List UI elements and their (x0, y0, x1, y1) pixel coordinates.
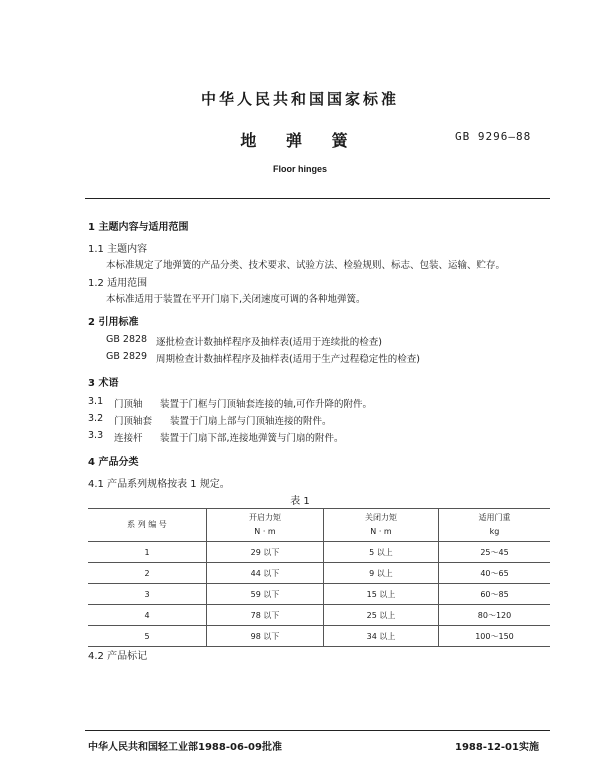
effective-date: 1988-12-01实施 (455, 742, 539, 753)
cell-door-weight: 40～65 (439, 563, 551, 584)
footer-rule (85, 730, 550, 731)
section-1-2-body: 本标准适用于装置在平开门扇下,关闭速度可调的各种地弹簧。 (106, 294, 366, 305)
cell-opening-torque: 44 以下 (207, 563, 324, 584)
table-header-row (88, 509, 550, 542)
table-caption: 表 1 (290, 496, 310, 507)
cell-opening-torque: 98 以下 (207, 626, 324, 647)
term-definition: 装置于门扇上部与门顶轴连接的附件。 (170, 416, 332, 427)
term-name: 连接杆 (114, 433, 143, 444)
header-closing-torque-unit: N · m (370, 527, 392, 536)
cell-series-id: 5 (88, 626, 207, 647)
cell-door-weight: 25～45 (439, 542, 551, 563)
section-1-title: 1 主题内容与适用范围 (88, 222, 189, 233)
reference-code: GB 2828 (106, 334, 148, 345)
section-1-2-title: 1.2 适用范围 (88, 278, 148, 289)
spec-table (88, 508, 550, 647)
term-number: 3.3 (88, 430, 104, 441)
header-opening-torque-unit: N · m (254, 527, 276, 536)
approval-statement: 中华人民共和国轻工业部1988-06-09批准 (88, 742, 282, 753)
cell-opening-torque: 59 以下 (207, 584, 324, 605)
cell-series-id: 3 (88, 584, 207, 605)
term-name: 门顶轴 (114, 399, 143, 410)
cell-door-weight: 80～120 (439, 605, 551, 626)
reference-text: 周期检查计数抽样程序及抽样表(适用于生产过程稳定性的检查) (156, 354, 420, 365)
cell-closing-torque: 15 以上 (324, 584, 439, 605)
standard-code: GB 9296—88 (455, 130, 532, 143)
section-1-1-title: 1.1 主题内容 (88, 244, 148, 255)
reference-code: GB 2829 (106, 351, 148, 362)
header-opening-torque-label: 开启力矩 (249, 513, 281, 522)
header-rule (85, 198, 550, 199)
section-1-1-body: 本标准规定了地弹簧的产品分类、技术要求、试验方法、检验规则、标志、包装、运输、贮存。 (106, 260, 506, 271)
section-4-2-title: 4.2 产品标记 (88, 651, 148, 662)
header-opening-torque (207, 509, 324, 542)
cell-closing-torque: 5 以上 (324, 542, 439, 563)
section-2-title: 2 引用标准 (88, 317, 139, 328)
section-3-title: 3 术语 (88, 378, 119, 389)
term-definition: 装置于门框与门顶轴套连接的轴,可作升降的附件。 (160, 399, 373, 410)
table-row (88, 542, 550, 563)
cell-closing-torque: 34 以上 (324, 626, 439, 647)
section-4-title: 4 产品分类 (88, 457, 139, 468)
standard-org-title: 中华人民共和国国家标准 (200, 90, 399, 108)
header-door-weight (439, 509, 551, 542)
term-definition: 装置于门扇下部,连接地弹簧与门扇的附件。 (160, 433, 344, 444)
header-door-weight-unit: kg (489, 527, 500, 536)
cell-door-weight: 60～85 (439, 584, 551, 605)
reference-text: 逐批检查计数抽样程序及抽样表(适用于连续批的检查) (156, 337, 382, 348)
header-door-weight-label: 适用门重 (478, 513, 511, 522)
cell-closing-torque: 9 以上 (324, 563, 439, 584)
term-name: 门顶轴套 (114, 416, 153, 427)
header-series-number: 系 列 编 号 (88, 509, 207, 542)
cell-door-weight: 100～150 (439, 626, 551, 647)
section-4-1-body: 4.1 产品系列规格按表 1 规定。 (88, 479, 230, 490)
cell-series-id: 2 (88, 563, 207, 584)
term-number: 3.2 (88, 413, 104, 424)
cell-series-id: 4 (88, 605, 207, 626)
term-number: 3.1 (88, 396, 104, 407)
cell-opening-torque: 29 以下 (207, 542, 324, 563)
table-row (88, 605, 550, 626)
header-closing-torque-label: 关闭力矩 (365, 513, 397, 522)
table-row (88, 563, 550, 584)
table-row (88, 626, 550, 647)
document-title: 地 弹 簧 (240, 131, 360, 150)
cell-closing-torque: 25 以上 (324, 605, 439, 626)
cell-series-id: 1 (88, 542, 207, 563)
english-title: Floor hinges (273, 164, 327, 174)
header-closing-torque (324, 509, 439, 542)
table-row (88, 584, 550, 605)
cell-opening-torque: 78 以下 (207, 605, 324, 626)
